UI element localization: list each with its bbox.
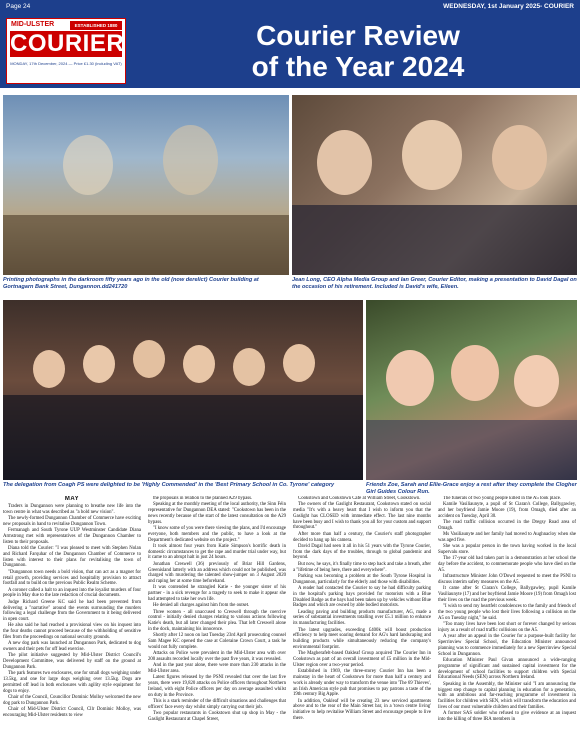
headline-line-1: Courier Review bbox=[256, 20, 460, 51]
article-paragraph: But now, he says, it's finally time to step back and take a breath, after a "lifetime of being here, there and everywhere". bbox=[293, 561, 431, 573]
photo-girl-guides bbox=[366, 300, 577, 480]
article-paragraph: The road traffic collision occurred in the Dregsy Road area of Omagh. bbox=[438, 520, 576, 531]
page-number: Page 24 bbox=[6, 3, 31, 10]
article-paragraph: It took almost four years from Katie Simpson's horrific death in domestic circumstances to get the rape and murder trial under way, but it came to an abrupt halt in just 24 hours. bbox=[148, 543, 286, 561]
article-paragraph: The Magherafelt-based Oakleaf Group acquired The Courier Inn in Cookstown as part of an overall investment of £5 million in the Mid-Ulster region over a two-year period. bbox=[293, 651, 431, 668]
article-paragraph: Chair of Mid-Ulster District Council, Cllr Dominic Molloy, was encouraging Mid-Ulster residents to view bbox=[3, 707, 141, 718]
photo-coagh-delegation bbox=[3, 300, 363, 480]
article-column bbox=[3, 496, 141, 734]
article-paragraph: Cookstown and Cookstown Cafe at William Street, Cookstown. bbox=[298, 496, 421, 501]
article-paragraph: Shortly after 12 noon on last Tuesday 23rd April prosecuting counsel Sam Magee KC opened the case at Coleraine Crown Court, a task he would not fully complete. bbox=[148, 633, 286, 650]
article-paragraph: Education Minister Paul Givan announced a wide-ranging programme of significant and sustained capital investment for the development of school facilities to support children with Special Educational Needs (SEN) across Northern Ireland. bbox=[438, 658, 576, 681]
article-paragraph: He also said he had reached a provisional view on his inquest into the four deaths cannot proceed because of the withholding of sensitive files from the proceedings on national security grounds. bbox=[3, 623, 141, 641]
page-headline bbox=[140, 20, 576, 82]
article-paragraph: the proposals in relation to the planned A29 bypass. bbox=[153, 496, 253, 501]
photo-caption-darkroom: Printing photographs in the darkroom fifty years ago in the old (now derelict) Courier building at Gortnagarn Bank Street, Dungannon.dd241720 bbox=[3, 277, 259, 290]
article-paragraph: The newly-formed Dungannon Chamber of Commerce have exciting new proposals in hand to revitalise Dungannon Town. bbox=[3, 516, 141, 527]
article-paragraph: Speaking at the monthly meeting of the local authority, the Sinn Féin representative for Dungannon DEA stated: "Cookstown has been in the news recently because of the start of the latest consultation on the A29 bypass. bbox=[148, 502, 286, 525]
issue-date: WEDNESDAY, 1st January 2025- COURIER bbox=[443, 3, 574, 10]
photo-caption-coagh: The delegation from Coagh PS were delighted to be 'Highly Commended' in the 'Best Primary School in Co. Tyrone' category bbox=[3, 482, 335, 488]
article-paragraph: He denied all charges against him from the outset. bbox=[153, 603, 250, 609]
article-column bbox=[438, 496, 576, 734]
article-paragraph: A coroner called a halt to an inquest into the loyalist murders of four people in May due to the late redaction of crucial documents. bbox=[3, 587, 141, 599]
article-paragraph: "I wish to send my heartfelt condolences to the family and friends of the two young people who lost their lives following a collision on the A5 on Tuesday night," he said. bbox=[438, 604, 576, 621]
article-paragraph: David Dagal had seen it all in his 51 years with the Tyrone Courier, from the dark days of the troubles, through to global pandemic and beyond. bbox=[293, 543, 431, 561]
photo-darkroom bbox=[3, 95, 289, 275]
photo-caption-retirement: Jean Long, CEO Alpha Media Group and Ian Greer, Courier Editor, making a presentation to David Dagal on the occasion of his retirement. Included is David's wife, Eileen. bbox=[292, 277, 577, 290]
article-paragraph: It came after St Ciaran's College, Ballygawley, pupil Kamile Vasiliaunyte (17) and her boyfriend Jamie Moore (19) from Omagh lost their lives on the road the previous week. bbox=[438, 586, 576, 604]
logo-region: MID-ULSTER bbox=[11, 21, 55, 28]
article-paragraph: Established in 1969, the three-storey Courier Inn has been a mainstay in the heart of Cookstown for more than half a century and work is already under way to transform the venue into 'The 69 Thieves', an Irish American style pub that promises to pay patrons a taste of the 19th century Big Apple. bbox=[293, 669, 431, 698]
article-paragraph: Kamile Vasiliaunyte, a pupil of St Ciaran's College, Ballygawley, and her boyfriend Jamie Moore (19), from Omagh, died after an accident on Tuesday, April 30. bbox=[438, 502, 576, 519]
article-paragraph: Parking was becoming a problem at the South Tyrone Hospital in Dungannon, particularly for the elderly and those with disabilities. bbox=[293, 573, 431, 585]
article-paragraph: A year after an appeal in the Courier for a purpose-built facility for Sperrinview Special School, the Education Minister announced planning was to commence immediately for a new Sperrinview Special School in Dungannon. bbox=[438, 634, 576, 657]
article-paragraph: Attacks on Police were prevalent in the Mid-Ulster area with over 200 assaults recorded locally over the past five years, it was revealed. bbox=[148, 651, 286, 663]
article-paragraph: The latest upgrades, exceeding £400k will boost production efficiency to help meet soaring demand for AG's hard landscaping and building products while simultaneously reducing the company's environmental footprint. bbox=[293, 627, 431, 650]
photo-retirement bbox=[292, 95, 577, 275]
article-paragraph: Infrastructure Minister John O'Dowd requested to meet the PSNI to discuss interim safety measures on the A5. bbox=[438, 574, 576, 586]
article-paragraph: "I know some of you were there viewing the plans, and I'd encourage everyone, both members and the public, to have a look at the Department's dedicated website on the project." bbox=[148, 525, 286, 543]
article-paragraph: The owners of the Gaslight Restaurant, Cookstown stated on social media "It's with a heavy heart that I wish to inform you that the Gaslight has CLOSED with immediate effect. The last nine months have been busy and I wish to thank you all for your custom and support throughout." bbox=[293, 502, 431, 531]
courier-logo bbox=[6, 18, 126, 84]
article-paragraph: "Too many lives have been lost short or forever changed by serious injury as a result of road traffic collisions on the A5. bbox=[438, 622, 576, 634]
article-paragraph: A reader had contacted the Courier to say he had difficulty parking in the hospital's parking bays provided for motorists with a Blue Disabled Badge as the bays had been taken up by vehicles without Blue Badges and which are owned by able bodied motorists. bbox=[293, 585, 431, 609]
article-paragraph: The funerals of two young people killed in the A5 took place. bbox=[443, 496, 562, 501]
article-paragraph: Three women - all unaccused to Creswell through the coercive control - initially denied charges relating to various actions following Katie's death, but all later changed their plea. That left Creswell alone in the dock, maintaining his innocence. bbox=[148, 609, 286, 633]
masthead bbox=[0, 14, 580, 88]
article-paragraph: A former SAS soldier who refused to give evidence at an inquest into the killing of three IRA members in bbox=[438, 711, 576, 722]
article-body bbox=[3, 496, 577, 734]
logo-subline: MONDAY, 17th December, 2024 — Price £1.30 (including VAT) bbox=[10, 61, 122, 66]
article-paragraph: "Dungannon town needs a bold vision, that can act as a magnet for retail growth, providing services and hospitality provision to attract footfall and to build on the previous Public Realm Scheme. bbox=[3, 569, 141, 587]
headline-line-2: of the Year 2024 bbox=[251, 51, 465, 82]
article-paragraph: And in the past year alone, there were more than 230 attacks in the Mid-Ulster area. bbox=[148, 663, 286, 675]
article-paragraph: The pilot initiative suggested by Mid-Ulster District Council's Development Committee, was delivered by staff on the ground at Dungannon Park. bbox=[3, 653, 141, 671]
article-column bbox=[293, 496, 431, 734]
article-paragraph: In addition, Oakleaf will be creating 23 new serviced apartments above and to the rear of the Main Street bar, in a 'town centre living' initiative to help revitalise William Street and encourage people to live there. bbox=[293, 698, 431, 721]
article-paragraph: It was contended he strangled Katie - the younger sister of his partner - in a sick revenge for a tragedy to seek to make it appear she had attempted to take her own life. bbox=[148, 585, 286, 603]
article-paragraph: Judge Richard Greene KC said he had been prevented from delivering a "narrative" around the events surrounding the murders following a legal challenge from the Government to it being delivered in open court. bbox=[3, 599, 141, 623]
logo-name: COURIER bbox=[10, 30, 125, 57]
month-heading: MAY bbox=[64, 496, 80, 502]
article-paragraph: Two popular restaurants in Cookstown shut up shop in May - the Gaslight Restaurant at Chapel Street, bbox=[148, 711, 286, 722]
article-paragraph: Fermanagh and South Tyrone UUP Westminster Candidate Diana Armstrong met with representatives of the Dungannon Chamber to listen to their proposals. bbox=[3, 528, 141, 545]
article-paragraph: Jonathan Creswell (36) previously of Briar Hill Gardens, Greenisland latterly with an address which could not be published, was charged with murdering the talented show-jumper on 3 August 2020 and raping her at some time beforehand. bbox=[148, 561, 286, 585]
article-paragraph: The park features two enclosures, one for small dogs weighing under 13.5kg, and one for large dogs weighing over 13.5kg. Dogs are permitted off lead in both enclosures with agility style equipment for dogs to enjoy. bbox=[3, 671, 141, 694]
logo-established: ESTABLISHED 1880 bbox=[70, 21, 122, 30]
article-paragraph: Diana told the Courier: "I was pleased to meet with Stephen Nolan and Richard Farquhar of the Dungannon Chamber of Commerce to listen with interest to their plans for revitalising the town of Dungannon. bbox=[3, 546, 141, 569]
article-paragraph: Latest figures released by the PSNI revealed that over the last five years, there were 19,820 attacks on Police officers throughout Northern Ireland, with eight Police officers per day on average assaulted whilst on duty in the Province. bbox=[148, 675, 286, 698]
article-paragraph: This is a stark reminder of the difficult situations and challenges that officers' face every day whilst simply carrying out their job. bbox=[148, 699, 286, 710]
article-paragraph: Traders in Dungannon were planning to breathe new life into the town centre in what was described as "a bold new vision". bbox=[3, 504, 141, 515]
photo-caption-girl-guides: Friends Zoe, Sarah and Ellie-Grace enjoy a rest after they complete the Clogher Girl Guides Colour Run. bbox=[366, 482, 577, 495]
article-paragraph: She was a popular person in the town having worked in the local Supervalu store. bbox=[438, 544, 576, 556]
article-column bbox=[148, 496, 286, 734]
page-header-bar bbox=[0, 0, 580, 14]
article-paragraph: Speaking in the Assembly, the Minister said "I am announcing the biggest step change to capital planning in education for a generation, with an ambitious and far-reaching programme of investment in facilities for children with SEN, which will transform the education and lives of our most vulnerable children and their families. bbox=[438, 681, 576, 710]
article-paragraph: Chair of the Council, Councillor Dominic Molloy welcomed the new dog park to Dungannon Park. bbox=[3, 695, 141, 706]
article-paragraph: A new dog park was launched at Dungannon Park, dedicated to dog owners and their pets for off lead exercise. bbox=[3, 641, 141, 653]
article-paragraph: The 17-year old had taken part in a demonstration at her school the day before the accident, to commemorate people who have died on the A5. bbox=[438, 556, 576, 574]
article-paragraph: Leading paving and building products manufacturer, AG, made a series of substantial investments totalling over £5.1 million to enhance its manufacturing facilities. bbox=[293, 609, 431, 627]
article-paragraph: After more than half a century, the Courier's staff photographer decided to hang up his camera. bbox=[293, 531, 431, 543]
article-paragraph: Ms Vasiliaunyte and her family had moved to Aughnacloy when she was aged five. bbox=[438, 532, 576, 544]
